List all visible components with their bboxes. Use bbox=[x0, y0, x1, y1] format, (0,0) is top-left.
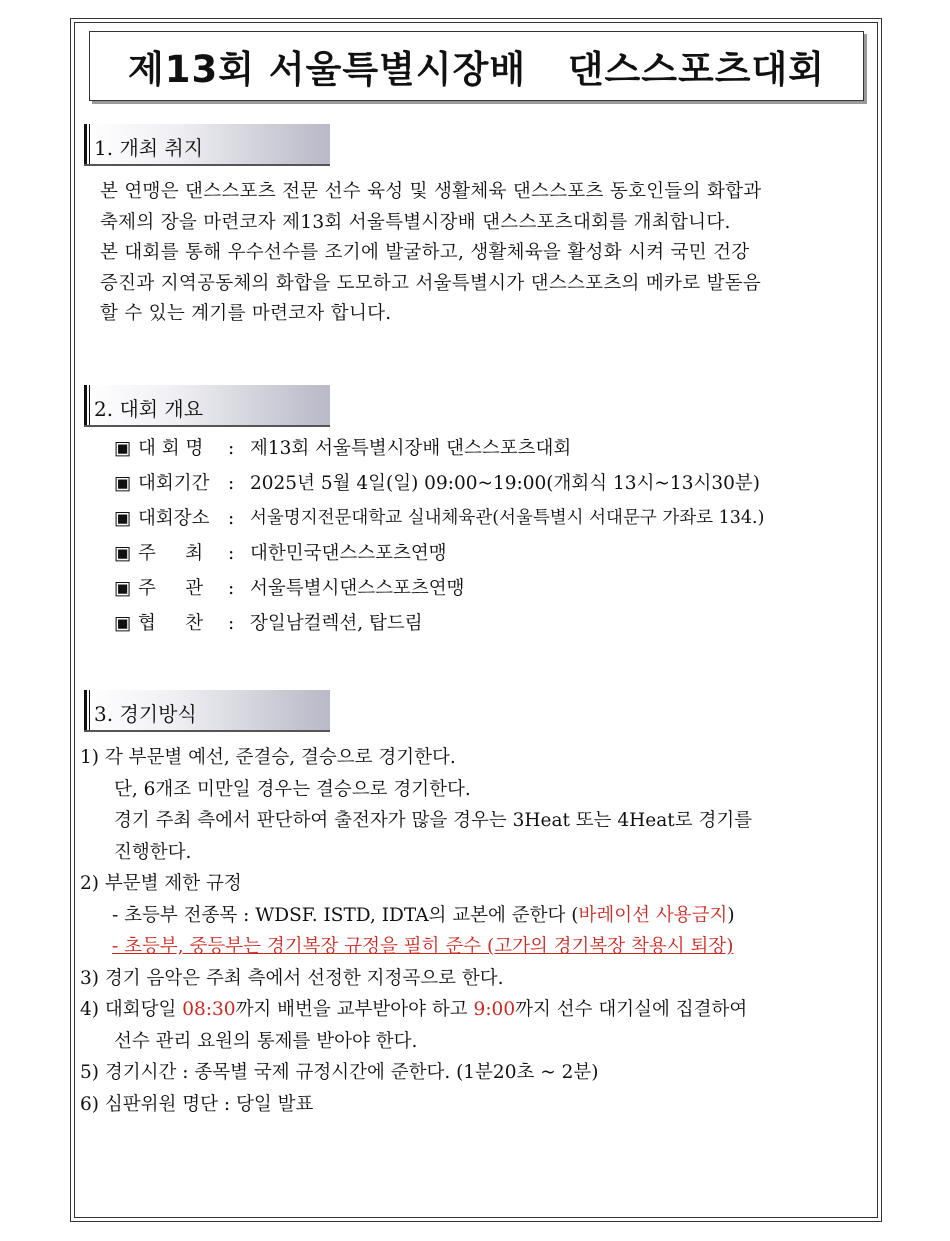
overview-item bbox=[114, 606, 764, 641]
overview-list bbox=[114, 431, 764, 641]
rule-4-sub: 선수 관리 요원의 통제를 받아야 한다. bbox=[114, 1030, 418, 1052]
overview-item bbox=[114, 466, 764, 501]
title-box bbox=[89, 31, 864, 101]
overview-value: 대한민국댄스스포츠연맹 bbox=[250, 543, 447, 564]
rule-4-text: 4) 대회당일 bbox=[80, 999, 183, 1020]
rule-6: 6) 심판위원 명단 : 당일 발표 bbox=[80, 1093, 314, 1115]
overview-value: 2025년 5월 4일(일) 09:00~19:00(개회식 13시~13시30분) bbox=[250, 473, 760, 494]
section-1-heading: 1. 개최 취지 bbox=[94, 136, 204, 160]
rule-3: 3) 경기 음악은 주최 측에서 선정한 지정곡으로 한다. bbox=[80, 967, 504, 989]
rule-2-line-1 bbox=[80, 900, 870, 932]
overview-key: 주 관 bbox=[138, 578, 204, 599]
rule-4-time-2: 9:00 bbox=[473, 999, 516, 1020]
rule-2-line-2 bbox=[80, 931, 870, 963]
square-bullet-icon: ▣ bbox=[114, 473, 132, 494]
rule-2-warning: 바레이션 사용금지 bbox=[578, 904, 728, 926]
rule-1-sub: 진행한다. bbox=[114, 841, 192, 863]
square-bullet-icon: ▣ bbox=[114, 438, 132, 459]
rule-5: 5) 경기시간 : 종목별 국제 규정시간에 준한다. (1분20초 ~ 2분) bbox=[80, 1062, 599, 1083]
rule-2-dress-code-warning: - 초등부, 중등부는 경기복장 규정을 필히 준수 (고가의 경기복장 착용시 퇴장) bbox=[112, 936, 734, 957]
rule-4 bbox=[80, 994, 870, 1026]
square-bullet-icon: ▣ bbox=[114, 613, 132, 634]
body-line: 할 수 있는 계기를 마련코자 합니다. bbox=[100, 303, 392, 324]
square-bullet-icon: ▣ bbox=[114, 543, 132, 564]
colon: : bbox=[228, 543, 235, 564]
overview-key: 대회기간 bbox=[138, 473, 210, 494]
overview-value: 제13회 서울특별시장배 댄스스포츠대회 bbox=[250, 438, 572, 459]
rule-2-text: ) bbox=[727, 904, 735, 926]
section-2-heading: 2. 대회 개요 bbox=[94, 397, 204, 421]
colon: : bbox=[228, 438, 235, 459]
rule-2: 2) 부문별 제한 규정 bbox=[80, 873, 242, 894]
overview-item bbox=[114, 501, 764, 536]
rule-2-text: - 초등부 전종목 : WDSF. ISTD, IDTA의 교본에 준한다 ( bbox=[112, 904, 579, 926]
square-bullet-icon: ▣ bbox=[114, 508, 132, 529]
body-line: 증진과 지역공동체의 화합을 도모하고 서울특별시가 댄스스포츠의 메카로 발돋음 bbox=[100, 272, 762, 294]
section-1-body bbox=[100, 177, 870, 330]
page-title: 제13회 서울특별시장배 댄스스포츠대회 bbox=[128, 48, 825, 91]
competition-rules bbox=[80, 742, 870, 1120]
overview-item bbox=[114, 536, 764, 571]
colon: : bbox=[228, 473, 235, 494]
overview-key: 대 회 명 bbox=[138, 438, 204, 459]
overview-value: 장일남컬렉션, 탑드림 bbox=[250, 613, 423, 634]
body-line: 본 연맹은 댄스스포츠 전문 선수 육성 및 생활체육 댄스스포츠 동호인들의 화합과 bbox=[100, 181, 762, 202]
rule-4-time-1: 08:30 bbox=[182, 999, 236, 1020]
body-line: 본 대회를 통해 우수선수를 조기에 발굴하고, 생활체육을 활성화 시켜 국민 건강 bbox=[100, 242, 750, 263]
overview-item bbox=[114, 431, 764, 466]
overview-key: 주 최 bbox=[138, 543, 204, 564]
overview-key: 대회장소 bbox=[138, 508, 210, 529]
rule-4-text: 까지 선수 대기실에 집결하여 bbox=[515, 999, 748, 1020]
overview-value: 서울명지전문대학교 실내체육관(서울특별시 서대문구 가좌로 134.) bbox=[250, 508, 765, 528]
section-2-header bbox=[84, 385, 330, 427]
rule-1-sub: 단, 6개조 미만일 경우는 결승으로 경기한다. bbox=[114, 778, 471, 800]
overview-value: 서울특별시댄스스포츠연맹 bbox=[250, 578, 465, 599]
section-1-header bbox=[84, 124, 330, 166]
rule-1: 1) 각 부문별 예선, 준결승, 결승으로 경기한다. bbox=[80, 747, 456, 768]
overview-key: 협 찬 bbox=[138, 613, 204, 634]
section-3-header bbox=[84, 690, 330, 732]
overview-item bbox=[114, 571, 764, 606]
rule-4-text: 까지 배번을 교부받아야 하고 bbox=[235, 999, 474, 1020]
rule-1-sub: 경기 주최 측에서 판단하여 출전자가 많을 경우는 3Heat 또는 4Heat로 경기를 bbox=[114, 810, 753, 831]
body-line: 축제의 장을 마련코자 제13회 서울특별시장배 댄스스포츠대회를 개최합니다. bbox=[100, 211, 731, 233]
colon: : bbox=[228, 508, 235, 529]
colon: : bbox=[228, 613, 235, 634]
section-3-heading: 3. 경기방식 bbox=[94, 702, 197, 726]
colon: : bbox=[228, 578, 235, 599]
square-bullet-icon: ▣ bbox=[114, 578, 132, 599]
